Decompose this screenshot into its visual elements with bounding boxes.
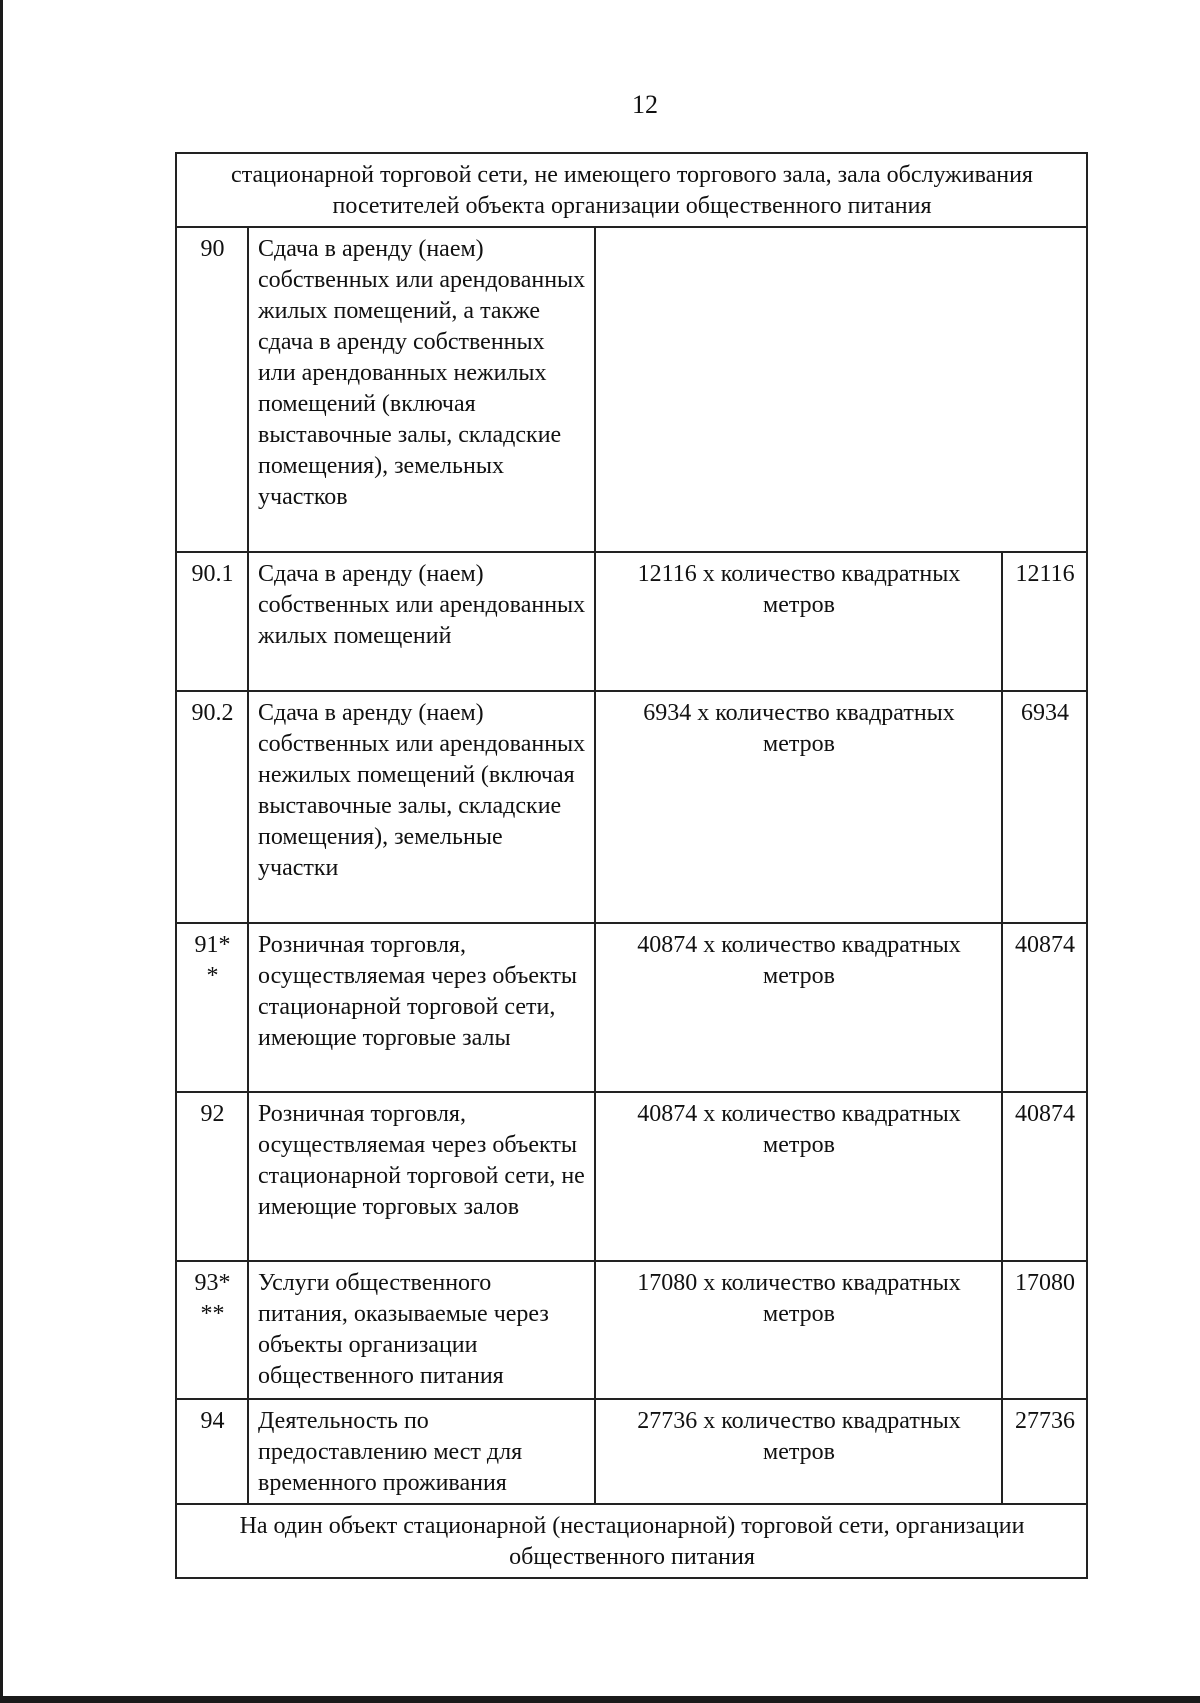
section-heading-row xyxy=(176,1504,1087,1578)
table-row xyxy=(176,691,1087,923)
row-number: 90.1 xyxy=(176,552,248,691)
row-number: 93* ** xyxy=(176,1261,248,1399)
tariff-value: 27736 xyxy=(1002,1399,1087,1504)
activity-description: Сдача в аренду (наем) собственных или арендованных жилых помещений xyxy=(248,552,595,691)
activity-description: Услуги общественного питания, оказываемые через объекты организации общественного питания xyxy=(248,1261,595,1399)
row-number: 94 xyxy=(176,1399,248,1504)
activity-description: Сдача в аренду (наем) собственных или арендованных нежилых помещений (включая выставочные залы, складские помещения), земельные участки xyxy=(248,691,595,923)
tariff-value: 40874 xyxy=(1002,1092,1087,1261)
tariff-table xyxy=(175,152,1088,1579)
row-number: 92 xyxy=(176,1092,248,1261)
scan-border-bottom xyxy=(0,1696,1200,1703)
table-row xyxy=(176,227,1087,552)
row-number: 90 xyxy=(176,227,248,552)
tariff-formula: 6934 х количество квадратных метров xyxy=(595,691,1002,923)
tariff-value: 40874 xyxy=(1002,923,1087,1092)
section-heading-row xyxy=(176,153,1087,227)
table-row xyxy=(176,1261,1087,1399)
scan-border-left xyxy=(0,0,3,1703)
tariff-formula xyxy=(595,227,1087,552)
row-number: 91* * xyxy=(176,923,248,1092)
activity-description: Розничная торговля, осуществляемая через объекты стационарной торговой сети, не имеющие торговых залов xyxy=(248,1092,595,1261)
tariff-value: 17080 xyxy=(1002,1261,1087,1399)
table-row xyxy=(176,552,1087,691)
tariff-formula: 40874 х количество квадратных метров xyxy=(595,1092,1002,1261)
table-row xyxy=(176,1399,1087,1504)
section-heading: стационарной торговой сети, не имеющего торгового зала, зала обслуживания посетителей объекта организации общественного питания xyxy=(176,153,1087,227)
tariff-formula: 12116 х количество квадратных метров xyxy=(595,552,1002,691)
activity-description: Розничная торговля, осуществляемая через объекты стационарной торговой сети, имеющие торговые залы xyxy=(248,923,595,1092)
activity-description: Сдача в аренду (наем) собственных или арендованных жилых помещений, а также сдача в аренду собственных или арендованных нежилых помещений (включая выставочные залы, складские помещения), земельных участков xyxy=(248,227,595,552)
row-number: 90.2 xyxy=(176,691,248,923)
tariff-formula: 40874 х количество квадратных метров xyxy=(595,923,1002,1092)
table-row xyxy=(176,1092,1087,1261)
page-number: 12 xyxy=(632,90,658,119)
tariff-value: 6934 xyxy=(1002,691,1087,923)
tariff-formula: 27736 х количество квадратных метров xyxy=(595,1399,1002,1504)
tariff-value: 12116 xyxy=(1002,552,1087,691)
section-heading: На один объект стационарной (нестационарной) торговой сети, организации общественного питания xyxy=(176,1504,1087,1578)
tariff-formula: 17080 х количество квадратных метров xyxy=(595,1261,1002,1399)
activity-description: Деятельность по предоставлению мест для временного проживания xyxy=(248,1399,595,1504)
table-row xyxy=(176,923,1087,1092)
